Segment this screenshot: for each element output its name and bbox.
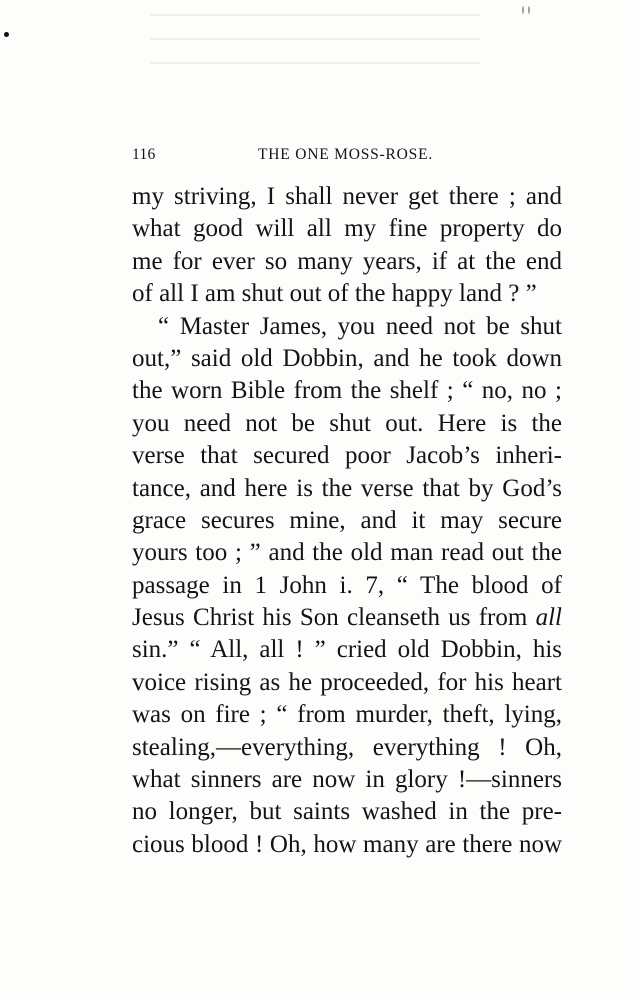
text-line: me for ever so many years, if at the end bbox=[132, 247, 562, 275]
page-header bbox=[132, 146, 562, 166]
ink-speck bbox=[4, 32, 9, 37]
ink-speck bbox=[522, 6, 524, 14]
text-line: what good will all my fine property do bbox=[132, 215, 562, 243]
text-line: what sinners are now in glory !—sinners bbox=[132, 766, 562, 794]
text-line: voice rising as he proceeded, for his heart bbox=[132, 668, 562, 696]
text-fragment: Jesus Christ his Son cleanseth us from bbox=[132, 604, 528, 632]
text-line: passage in 1 John i. 7, “ The blood of bbox=[132, 571, 562, 599]
text-line: sin.” “ All, all ! ” cried old Dobbin, his bbox=[132, 636, 562, 664]
text-line: “ Master James, you need not be shut bbox=[158, 312, 562, 340]
ink-speck bbox=[528, 6, 530, 14]
text-line: you need not be shut out. Here is the bbox=[132, 409, 562, 437]
text-line: stealing,—everything, everything ! Oh, bbox=[132, 733, 562, 761]
bleed-through-marks bbox=[150, 14, 480, 64]
text-line: the worn Bible from the shelf ; “ no, no ; bbox=[132, 377, 562, 405]
text-line: was on fire ; “ from murder, theft, lying, bbox=[132, 701, 562, 729]
text-line: out,” said old Dobbin, and he took down bbox=[132, 344, 562, 372]
text-line: verse that secured poor Jacob’s inheri- bbox=[132, 442, 562, 470]
text-line: yours too ; ” and the old man read out the bbox=[132, 539, 562, 567]
text-line: no longer, but saints washed in the pre- bbox=[132, 798, 562, 826]
text-line: of all I am shut out of the happy land ? ” bbox=[132, 280, 537, 308]
text-line: tance, and here is the verse that by God’s bbox=[132, 474, 562, 502]
text-line bbox=[132, 602, 562, 634]
body-text bbox=[132, 181, 562, 861]
italic-word: all bbox=[535, 604, 562, 632]
running-title: THE ONE MOSS-ROSE. bbox=[258, 146, 434, 163]
text-line: my striving, I shall never get there ; and bbox=[132, 183, 562, 210]
text-line: cious blood ! Oh, how many are there now bbox=[132, 830, 562, 858]
page-number: 116 bbox=[132, 146, 156, 163]
text-line: grace secures mine, and it may secure bbox=[132, 506, 562, 534]
